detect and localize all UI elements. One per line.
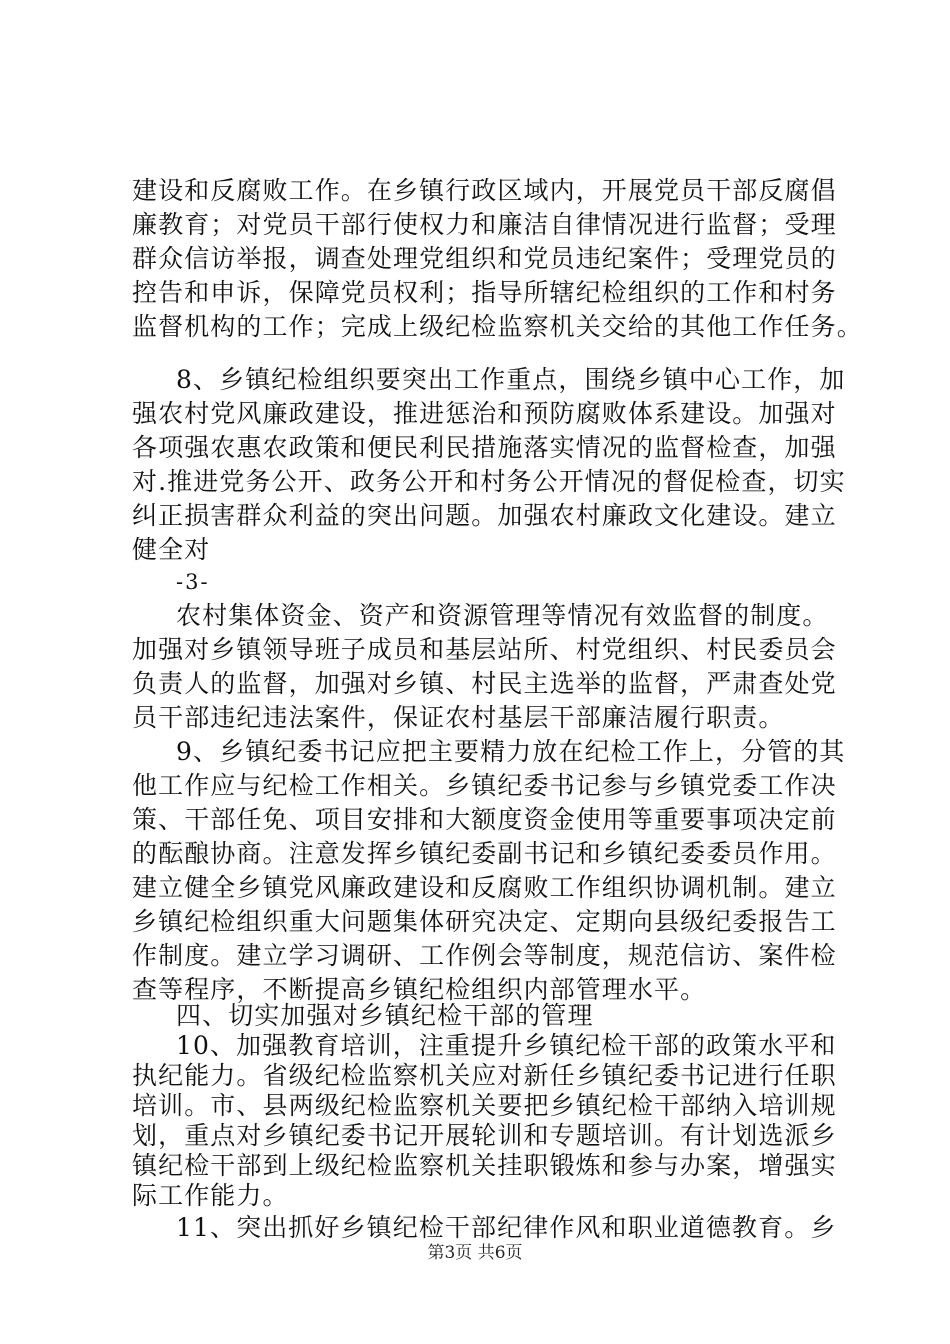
text-line: 对.推进党务公开、政务公开和村务公开情况的督促检查，切实	[132, 467, 846, 496]
text-line: 际工作能力。	[132, 1181, 289, 1210]
text-line: 9、乡镇纪委书记应把主要精力放在纪检工作上，分管的其	[176, 737, 846, 766]
section-heading: 四、切实加强对乡镇纪检干部的管理	[176, 1001, 594, 1030]
text-line: 员干部违纪违法案件，保证农村基层干部廉洁履行职责。	[132, 703, 785, 732]
text-line: 策、干部任免、项目安排和大额度资金使用等重要事项决定前	[132, 805, 837, 834]
text-line: 建设和反腐败工作。在乡镇行政区域内，开展党员干部反腐倡	[132, 176, 837, 205]
text-line: 乡镇纪检组织重大问题集体研究决定、定期向县级纪委报告工	[132, 907, 837, 936]
text-line: 作制度。建立学习调研、工作例会等制度，规范信访、案件检	[132, 941, 837, 970]
page-footer: 第3页 共6页	[427, 1243, 523, 1263]
text-line: 各项强农惠农政策和便民利民措施落实情况的监督检查，加强	[132, 433, 837, 462]
text-line: 强农村党风廉政建设，推进惩治和预防腐败体系建设。加强对	[132, 399, 837, 428]
text-line: 负责人的监督，加强对乡镇、村民主选举的监督，严肃查处党	[132, 669, 837, 698]
text-line: 镇纪检干部到上级纪检监察机关挂职锻炼和参与办案，增强实	[132, 1151, 837, 1180]
inline-page-number: -3-	[176, 570, 210, 594]
text-line: 群众信访举报，调查处理党组织和党员违纪案件；受理党员的	[132, 244, 837, 273]
text-line: 10、加强教育培训，注重提升乡镇纪检干部的政策水平和	[176, 1031, 837, 1060]
text-line: 划，重点对乡镇纪委书记开展轮训和专题培训。有计划选派乡	[132, 1121, 837, 1150]
text-line: 建立健全乡镇党风廉政建设和反腐败工作组织协调机制。建立	[132, 873, 837, 902]
text-line: 廉教育；对党员干部行使权力和廉洁自律情况进行监督；受理	[132, 210, 837, 239]
text-line: 的酝酿协商。注意发挥乡镇纪委副书记和乡镇纪委委员作用。	[132, 839, 837, 868]
text-line: 8、乡镇纪检组织要突出工作重点，围绕乡镇中心工作，加	[176, 365, 846, 394]
text-line: 执纪能力。省级纪检监察机关应对新任乡镇纪委书记进行任职	[132, 1061, 837, 1090]
text-line: 监督机构的工作；完成上级纪检监察机关交给的其他工作任务。	[132, 312, 863, 341]
text-line: 纠正损害群众利益的突出问题。加强农村廉政文化建设。建立	[132, 501, 837, 530]
text-line: 健全对	[132, 535, 211, 564]
text-line: 他工作应与纪检工作相关。乡镇纪委书记参与乡镇党委工作决	[132, 771, 837, 800]
text-line: 农村集体资金、资产和资源管理等情况有效监督的制度。	[176, 601, 829, 630]
text-line: 控告和申诉，保障党员权利；指导所辖纪检组织的工作和村务	[132, 278, 837, 307]
text-line: 11、突出抓好乡镇纪检干部纪律作风和职业道德教育。乡	[176, 1213, 837, 1242]
text-line: 查等程序，不断提高乡镇纪检组织内部管理水平。	[132, 975, 707, 1004]
text-line: 加强对乡镇领导班子成员和基层站所、村党组织、村民委员会	[132, 635, 837, 664]
text-line: 培训。市、县两级纪检监察机关要把乡镇纪检干部纳入培训规	[132, 1091, 837, 1120]
